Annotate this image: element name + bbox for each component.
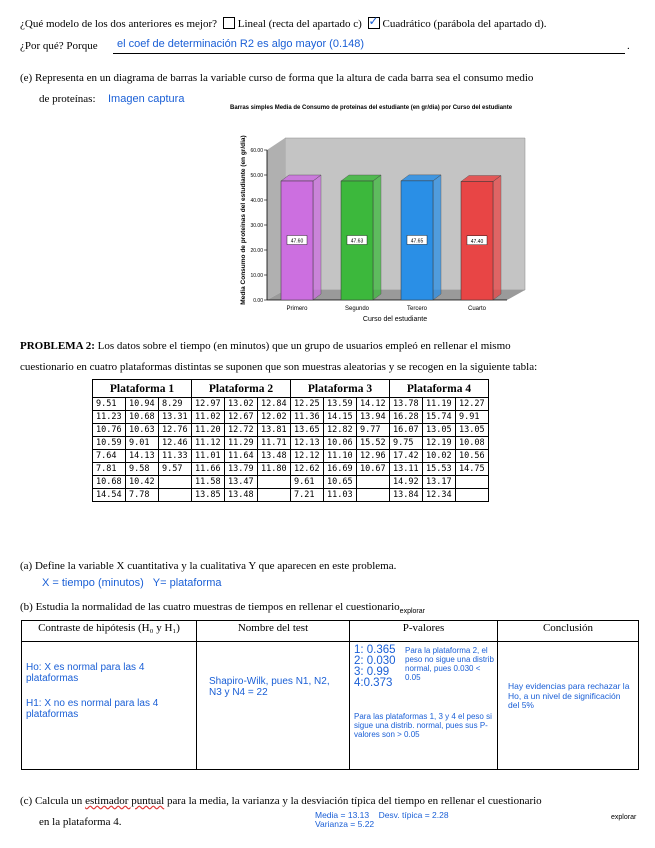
- bar-segundo: [341, 175, 381, 312]
- pvalues-cell[interactable]: 1: 0.365 2: 0.030 3: 0.99 4:0.373 Para la plataforma 2, el peso no sigue una distrib normal, pues 0.030 < 0.05 Para las plataformas 1, 3 y 4 el peso si sigue una distrib. normal, pues sus P-valores son > 0.05: [350, 642, 498, 770]
- table-cell: 10.02: [423, 450, 456, 463]
- table-cell: 11.23: [93, 411, 126, 424]
- table-cell: 10.76: [93, 424, 126, 437]
- table-cell: 13.79: [225, 463, 258, 476]
- table-cell: 7.64: [93, 450, 126, 463]
- table-cell: 7.21: [291, 489, 324, 502]
- table-cell: 10.08: [456, 437, 489, 450]
- bar-value-label: 47.60: [290, 238, 304, 245]
- table-cell: 13.17: [423, 476, 456, 489]
- table-cell: 11.12: [192, 437, 225, 450]
- hyp-header-1: Nombre del test: [197, 621, 350, 642]
- part-c-text: (c) Calcula un estimador puntual para la media, la varianza y la desviación típica del tiempo en rellenar el cuestionario: [20, 795, 542, 807]
- table-cell: 12.97: [192, 398, 225, 411]
- table-cell: 10.06: [324, 437, 357, 450]
- table-cell: 9.01: [126, 437, 159, 450]
- bar-tercero: [401, 175, 441, 312]
- table-cell: [456, 476, 489, 489]
- bar-side: [433, 175, 441, 300]
- table-cell: 11.80: [258, 463, 291, 476]
- part-a-text: (a) Define la variable X cuantitativa y la cualitativa Y que aparecen en este problema.: [20, 560, 397, 572]
- table-cell: 15.74: [423, 411, 456, 424]
- bar-cuarto: [461, 176, 501, 313]
- table-cell: 12.67: [225, 411, 258, 424]
- table-row: [93, 398, 489, 411]
- chart-title: Barras simples Media de Consumo de proteinas del estudiante (en gr/dia) por Curso del estudiante: [230, 105, 513, 111]
- problem2-text1: PROBLEMA 2: Los datos sobre el tiempo (en minutos) que un grupo de usuarios empleó en rellenar el mismo: [20, 340, 511, 352]
- explorar-label: explorar: [611, 814, 637, 821]
- y-tick-label: 30.00: [250, 223, 263, 229]
- category-label: Segundo: [344, 306, 370, 312]
- table-cell: 12.19: [423, 437, 456, 450]
- table-cell: 10.56: [456, 450, 489, 463]
- table-cell: 12.25: [291, 398, 324, 411]
- part-b-text: (b) Estudia la normalidad de las cuatro muestras de tiempos en rellenar el cuestionario$_{explorar}$: [20, 601, 425, 616]
- quadratic-checkbox[interactable]: [368, 17, 380, 29]
- table-cell: [159, 476, 192, 489]
- table-cell: 13.84: [390, 489, 423, 502]
- table-cell: 13.59: [324, 398, 357, 411]
- table-cell: 13.48: [225, 489, 258, 502]
- table-cell: 7.78: [126, 489, 159, 502]
- table-cell: 11.01: [192, 450, 225, 463]
- why-answer-field[interactable]: el coef de determinación R2 es algo mayor (0.148): [113, 38, 625, 54]
- table-cell: 12.34: [423, 489, 456, 502]
- table-cell: 12.27: [456, 398, 489, 411]
- table-cell: [357, 476, 390, 489]
- table-cell: 11.71: [258, 437, 291, 450]
- table-cell: 16.07: [390, 424, 423, 437]
- table-row: [93, 463, 489, 476]
- part-e-text1: (e) Representa en un diagrama de barras la variable curso de forma que la altura de cada barra sea el consumo medio: [20, 72, 534, 84]
- table-cell: 14.12: [357, 398, 390, 411]
- table-cell: 10.65: [324, 476, 357, 489]
- y-tick-label: 20.00: [250, 248, 263, 254]
- table-cell: 10.67: [357, 463, 390, 476]
- table-cell: 11.64: [225, 450, 258, 463]
- table-cell: [258, 476, 291, 489]
- table-cell: 10.59: [93, 437, 126, 450]
- table-cell: 9.58: [126, 463, 159, 476]
- table-cell: 12.13: [291, 437, 324, 450]
- table-cell: 11.66: [192, 463, 225, 476]
- table-cell: 11.03: [324, 489, 357, 502]
- bar-side: [373, 175, 381, 300]
- table-cell: 14.54: [93, 489, 126, 502]
- table-cell: 10.94: [126, 398, 159, 411]
- table-row: [93, 489, 489, 502]
- table-cell: 9.77: [357, 424, 390, 437]
- bar-primero: [281, 175, 321, 312]
- table-header-1: Plataforma 1: [93, 380, 192, 398]
- bar-value-label: 47.40: [470, 238, 484, 245]
- table-cell: [357, 489, 390, 502]
- table-cell: 10.68: [93, 476, 126, 489]
- table-cell: 11.58: [192, 476, 225, 489]
- table-row: [93, 437, 489, 450]
- table-cell: 11.20: [192, 424, 225, 437]
- conclusion-cell[interactable]: Hay evidencias para rechazar la Ho, a un nivel de significación del 5%: [498, 642, 639, 770]
- table-cell: 13.81: [258, 424, 291, 437]
- chart-ylabel: Media Consumo de proteinas del estudiante (en gr/dia): [240, 135, 247, 305]
- table-header-2: Plataforma 2: [192, 380, 291, 398]
- table-cell: 12.46: [159, 437, 192, 450]
- bar-chart: [225, 100, 595, 325]
- table-cell: 12.62: [291, 463, 324, 476]
- table-cell: 13.31: [159, 411, 192, 424]
- table-cell: 13.47: [225, 476, 258, 489]
- table-cell: 12.12: [291, 450, 324, 463]
- table-cell: 12.82: [324, 424, 357, 437]
- bar-side: [493, 176, 501, 301]
- table-cell: 13.78: [390, 398, 423, 411]
- table-cell: 9.91: [456, 411, 489, 424]
- hypothesis-table: [21, 620, 639, 770]
- table-cell: 16.28: [390, 411, 423, 424]
- table-cell: 14.75: [456, 463, 489, 476]
- test-name-cell[interactable]: Shapiro-Wilk, pues N1, N2, N3 y N4 = 22: [197, 642, 350, 770]
- category-label: Primero: [286, 306, 308, 312]
- part-e-text2: de proteínas:: [39, 93, 96, 105]
- table-cell: 9.57: [159, 463, 192, 476]
- table-cell: 12.02: [258, 411, 291, 424]
- table-cell: 17.42: [390, 450, 423, 463]
- part-e-answer[interactable]: Imagen captura: [108, 93, 185, 105]
- table-row: [93, 424, 489, 437]
- y-tick-label: 40.00: [250, 198, 263, 204]
- table-cell: 13.11: [390, 463, 423, 476]
- table-cell: 14.13: [126, 450, 159, 463]
- table-cell: 13.05: [423, 424, 456, 437]
- table-cell: 9.75: [390, 437, 423, 450]
- hyp-header-0: Contraste de hipótesis (H₀ y H₁): [22, 621, 197, 642]
- table-cell: 9.61: [291, 476, 324, 489]
- bar-value-label: 47.63: [350, 238, 364, 245]
- y-tick-label: 60.00: [250, 148, 263, 154]
- why-label: ¿Por qué? Porque: [20, 40, 98, 52]
- table-cell: 15.52: [357, 437, 390, 450]
- table-header-3: Plataforma 3: [291, 380, 390, 398]
- table-cell: 10.68: [126, 411, 159, 424]
- table-cell: 11.36: [291, 411, 324, 424]
- table-cell: 8.29: [159, 398, 192, 411]
- table-cell: [159, 489, 192, 502]
- table-cell: 13.48: [258, 450, 291, 463]
- table-cell: 11.02: [192, 411, 225, 424]
- table-cell: 16.69: [324, 463, 357, 476]
- linear-checkbox[interactable]: [223, 17, 235, 29]
- table-cell: [258, 489, 291, 502]
- table-cell: 13.65: [291, 424, 324, 437]
- bar-side: [313, 175, 321, 300]
- table-cell: 13.02: [225, 398, 258, 411]
- table-cell: 11.19: [423, 398, 456, 411]
- y-tick-label: 10.00: [250, 273, 263, 279]
- hyp-header-2: P-valores: [350, 621, 498, 642]
- table-cell: 10.42: [126, 476, 159, 489]
- table-cell: 13.05: [456, 424, 489, 437]
- table-cell: 13.94: [357, 411, 390, 424]
- table-row: [93, 476, 489, 489]
- part-c-text2: en la plataforma 4.: [39, 816, 122, 828]
- table-cell: 12.84: [258, 398, 291, 411]
- problem2-text2: cuestionario en cuatro plataformas distintas se suponen que son muestras aleatorias y se recogen en la siguiente tabla:: [20, 361, 538, 373]
- table-cell: 14.15: [324, 411, 357, 424]
- chart-xlabel: Curso del estudiante: [362, 316, 428, 323]
- table-header-4: Plataforma 4: [390, 380, 489, 398]
- category-label: Tercero: [406, 306, 428, 312]
- table-row: [93, 411, 489, 424]
- table-row: [93, 450, 489, 463]
- table-cell: 7.81: [93, 463, 126, 476]
- hyp-header-3: Conclusión: [498, 621, 639, 642]
- table-cell: 9.51: [93, 398, 126, 411]
- table-cell: 12.76: [159, 424, 192, 437]
- table-cell: 10.63: [126, 424, 159, 437]
- table-cell: 12.96: [357, 450, 390, 463]
- data-table: [92, 379, 489, 502]
- table-cell: 14.92: [390, 476, 423, 489]
- y-tick-label: 0.00: [253, 298, 263, 304]
- model-question: ¿Qué modelo de los dos anteriores es mejor? Lineal (recta del apartado c) ✓ Cuadrático (parábola del apartado d).: [20, 17, 547, 30]
- table-cell: 11.33: [159, 450, 192, 463]
- y-tick-label: 50.00: [250, 173, 263, 179]
- part-c-answer[interactable]: Media = 13.13 Desv. típica = 2.28 Varianza = 5.22: [315, 810, 449, 829]
- table-cell: 15.53: [423, 463, 456, 476]
- table-cell: 12.72: [225, 424, 258, 437]
- table-cell: 11.10: [324, 450, 357, 463]
- part-a-answer[interactable]: X = tiempo (minutos) Y= plataforma: [42, 577, 222, 589]
- category-label: Cuarto: [467, 306, 487, 312]
- bar-value-label: 47.65: [410, 238, 424, 245]
- table-cell: [456, 489, 489, 502]
- table-cell: 11.29: [225, 437, 258, 450]
- hypotheses-cell[interactable]: Ho: X es normal para las 4 plataformas H1: X no es normal para las 4 plataformas: [22, 642, 197, 770]
- table-cell: 13.85: [192, 489, 225, 502]
